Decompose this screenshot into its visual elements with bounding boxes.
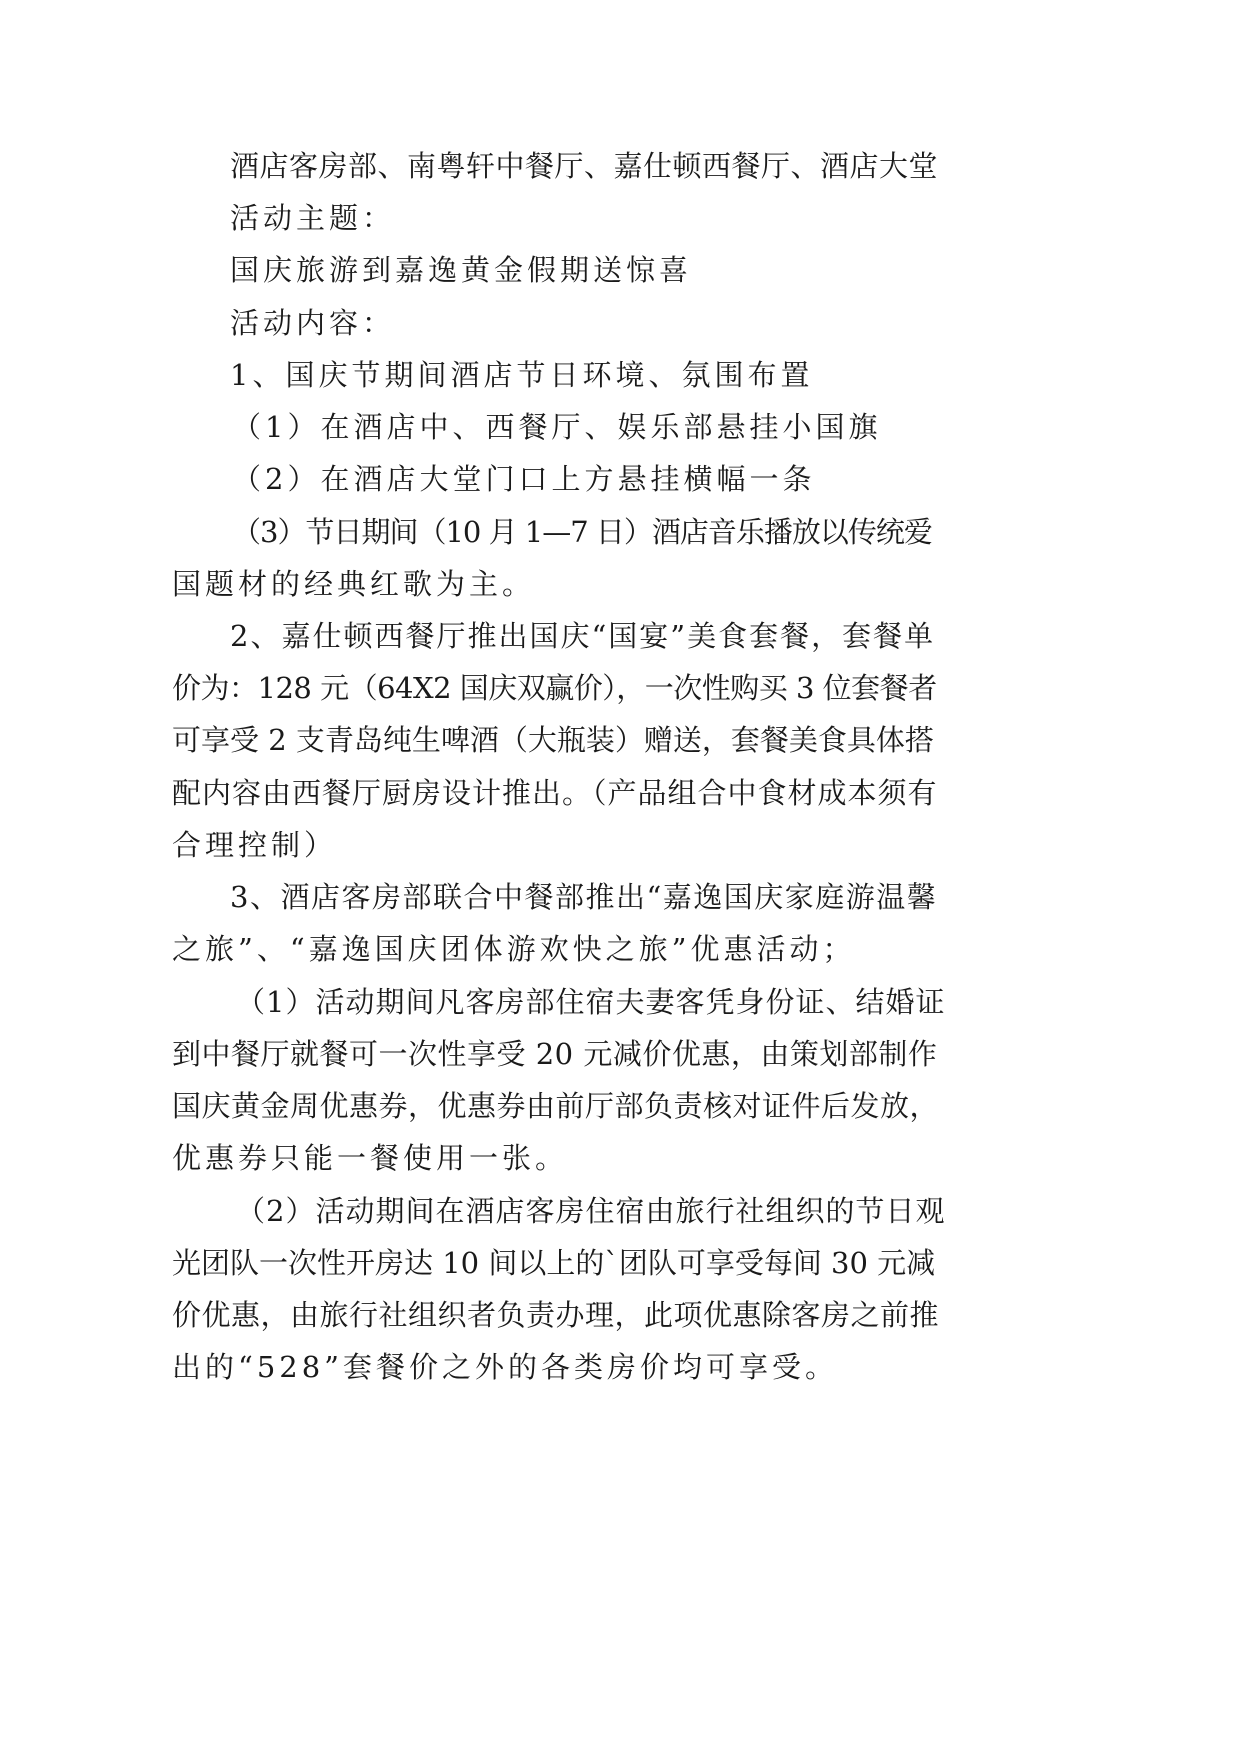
item-1-sub-3-line-1: （3）节日期间（10 月 1—7 日）酒店音乐播放以传统爱 [232, 515, 932, 549]
item-3-sub-2-line-4: 出的“528”套餐价之外的各类房价均可享受。 [172, 1350, 839, 1384]
item-1-sub-1: （1）在酒店中、西餐厅、娱乐部悬挂小国旗 [232, 410, 882, 444]
item-1-sub-3-line-2: 国题材的经典红歌为主。 [172, 567, 536, 601]
item-2-line-1: 2、嘉仕顿西餐厅推出国庆“国宴”美食套餐，套餐单 [230, 619, 936, 653]
item-2-line-4: 配内容由西餐厅厨房设计推出。（产品组合中食材成本须有 [172, 776, 938, 810]
item-3-sub-1-line-1: （1）活动期间凡客房部住宿夫妻客凭身份证、结婚证 [236, 985, 946, 1019]
item-3-sub-1-line-4: 优惠券只能一餐使用一张。 [172, 1141, 569, 1175]
item-3-line-1: 3、酒店客房部联合中餐部推出“嘉逸国庆家庭游温馨 [230, 880, 938, 914]
item-3-sub-2-line-1: （2）活动期间在酒店客房住宿由旅行社组织的节日观 [236, 1194, 946, 1228]
item-2-line-3: 可享受 2 支青岛纯生啤酒（大瓶装）赠送，套餐美食具体搭 [172, 723, 934, 757]
item-1-title: 1、国庆节期间酒店节日环境、氛围布置 [230, 358, 814, 392]
heading-activity-theme: 活动主题： [230, 201, 396, 235]
item-3-sub-1-line-3: 国庆黄金周优惠券，优惠券由前厅部负责核对证件后发放， [172, 1089, 940, 1123]
paragraph-venues: 酒店客房部、南粤轩中餐厅、嘉仕顿西餐厅、酒店大堂 [230, 149, 939, 183]
item-3-sub-2-line-2: 光团队一次性开房达 10 间以上的`团队可享受每间 30 元减 [172, 1246, 936, 1280]
item-2-line-2: 价为：128 元（64X2 国庆双赢价），一次性购买 3 位套餐者 [172, 671, 937, 705]
item-3-sub-1-line-2: 到中餐厅就餐可一次性享受 20 元减价优惠，由策划部制作 [172, 1037, 938, 1071]
item-1-sub-2: （2）在酒店大堂门口上方悬挂横幅一条 [232, 462, 816, 496]
item-2-line-5: 合理控制） [172, 828, 338, 862]
paragraph-theme: 国庆旅游到嘉逸黄金假期送惊喜 [230, 253, 693, 287]
item-3-sub-2-line-3: 价优惠，由旅行社组织者负责办理，此项优惠除客房之前推 [172, 1298, 940, 1332]
item-3-line-2: 之旅”、“嘉逸国庆团体游欢快之旅”优惠活动； [172, 932, 856, 966]
heading-activity-content: 活动内容： [230, 306, 396, 340]
